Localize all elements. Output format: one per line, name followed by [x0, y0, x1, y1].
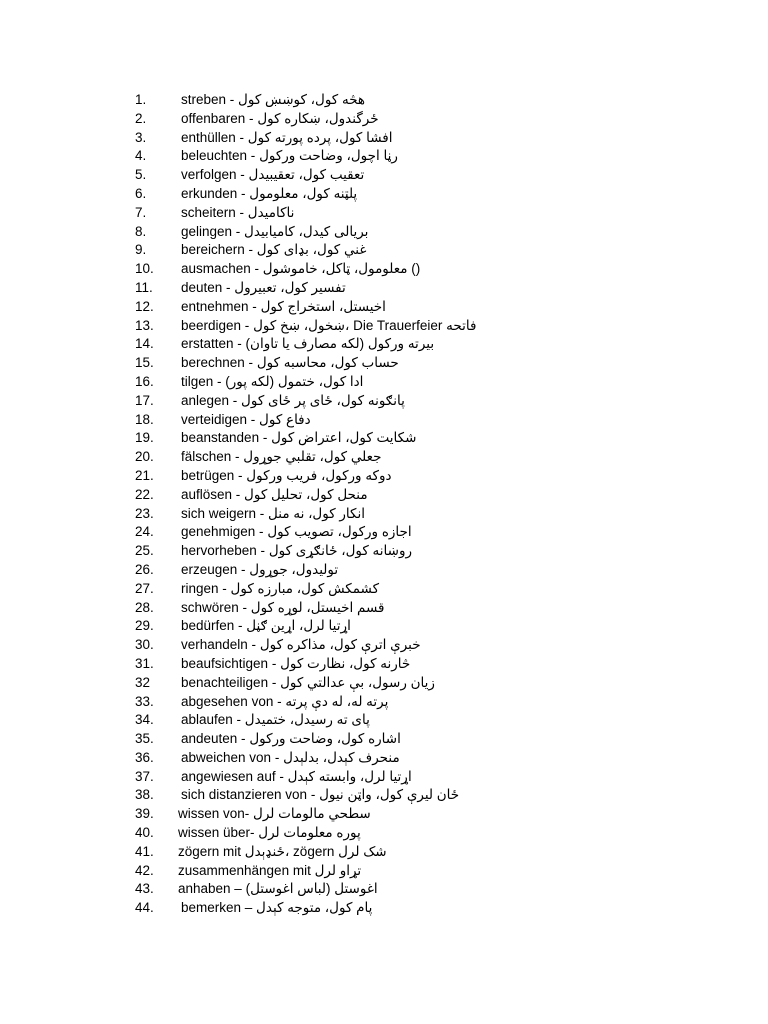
item-text: verfolgen - تعقیب کول، تعقیبیدل: [181, 167, 365, 183]
list-item: [0, 110, 768, 129]
item-text: abweichen von - منحرف کېدل، بدلېدل: [181, 749, 400, 765]
vocabulary-list: [0, 91, 768, 918]
list-item: [0, 279, 768, 298]
list-item: [0, 749, 768, 768]
item-number: 35.: [135, 731, 154, 747]
item-text: sich weigern - انکار کول، نه منل: [181, 505, 365, 521]
item-number: 14.: [135, 336, 154, 352]
item-number: 42.: [135, 862, 154, 878]
list-item: [0, 448, 768, 467]
item-text: fälschen - جعلي کول، تقلبي جوړول: [181, 449, 382, 465]
list-item: [0, 505, 768, 524]
list-item: [0, 899, 768, 918]
list-item: [0, 786, 768, 805]
item-text: offenbaren - ځرگندول، ښکاره کول: [181, 110, 379, 126]
list-item: [0, 599, 768, 618]
item-number: 43.: [135, 881, 154, 897]
item-text: hervorheben - روښانه کول، ځانګړی کول: [181, 543, 412, 559]
item-text: anlegen - پانګونه کول، ځای پر ځای کول: [181, 392, 405, 408]
item-number: 30.: [135, 637, 154, 653]
item-number: 10.: [135, 261, 154, 277]
item-text: deuten - تفسیر کول، تعبیرول: [181, 279, 346, 295]
item-text: auflösen - منحل کول، تحلیل کول: [181, 486, 368, 502]
item-text: wissen von- سطحي مالومات لرل: [178, 806, 371, 822]
list-item: [0, 674, 768, 693]
item-number: 34.: [135, 712, 154, 728]
list-item: [0, 467, 768, 486]
item-number: 28.: [135, 599, 154, 615]
list-item: [0, 617, 768, 636]
item-number: 23.: [135, 505, 154, 521]
item-text: sich distanzieren von - ځان لیرې کول، واټن نیول: [181, 787, 460, 803]
item-number: 44.: [135, 900, 154, 916]
list-item: [0, 411, 768, 430]
list-item: [0, 805, 768, 824]
list-item: [0, 693, 768, 712]
list-item: [0, 317, 768, 336]
item-text: bedürfen - اړتیا لرل، اړین ګڼل: [181, 618, 351, 634]
item-text: berechnen - حساب کول، محاسبه کول: [181, 355, 399, 371]
item-text: schwören - قسم اخیستل، لوړه کول: [181, 599, 385, 615]
item-text: erzeugen - تولیدول، جوړول: [181, 561, 339, 577]
item-number: 33.: [135, 693, 154, 709]
item-text: betrügen - دوکه ورکول، فریب ورکول: [181, 467, 392, 483]
item-text: bereichern - غني کول، بډای کول: [181, 242, 367, 258]
item-number: 12.: [135, 298, 154, 314]
item-text: beaufsichtigen - څارنه کول، نظارت کول: [181, 655, 411, 671]
item-number: 1.: [135, 92, 147, 107]
list-item: [0, 730, 768, 749]
item-number: 37.: [135, 768, 154, 784]
list-item: [0, 147, 768, 166]
item-text: wissen über- پوره معلومات لرل: [178, 825, 361, 841]
list-item: [0, 354, 768, 373]
list-item: [0, 373, 768, 392]
list-item: [0, 185, 768, 204]
list-item: [0, 862, 768, 881]
item-number: 27.: [135, 580, 154, 596]
item-number: 7.: [135, 204, 147, 220]
item-text: zusammenhängen mit تړاو لرل: [178, 862, 362, 878]
list-item: [0, 636, 768, 655]
list-item: [0, 335, 768, 354]
list-item: [0, 429, 768, 448]
list-item: [0, 166, 768, 185]
item-text: bemerken – پام کول، متوجه کېدل: [181, 900, 373, 916]
item-text: zögern mit ځنډېدل، zögern شک لرل: [178, 843, 387, 859]
item-number: 39.: [135, 806, 154, 822]
item-text: gelingen - بریالی کیدل، کامیابیدل: [181, 223, 369, 239]
list-item: [0, 204, 768, 223]
item-text: entnehmen - اخیستل، استخراج کول: [181, 298, 386, 314]
list-item: [0, 392, 768, 411]
item-number: 15.: [135, 355, 154, 371]
item-number: 13.: [135, 317, 154, 333]
item-text: streben - هڅه کول، کوښښ کول: [181, 92, 366, 107]
list-item: [0, 298, 768, 317]
list-item: [0, 260, 768, 279]
item-number: 6.: [135, 185, 147, 201]
item-number: 26.: [135, 561, 154, 577]
item-text: ringen - کشمکش کول، مبارزه کول: [181, 580, 380, 596]
item-text: verhandeln - خبرې اترې کول، مذاکره کول: [181, 637, 421, 653]
item-number: 16.: [135, 373, 154, 389]
list-item: [0, 129, 768, 148]
list-item: [0, 880, 768, 899]
item-number: 9.: [135, 242, 147, 258]
item-number: 22.: [135, 486, 154, 502]
list-item: [0, 486, 768, 505]
item-number: 8.: [135, 223, 147, 239]
item-text: angewiesen auf - اړتیا لرل، وابسته کېدل: [181, 768, 412, 784]
item-text: scheitern - ناکامیدل: [181, 204, 295, 220]
item-number: 11.: [135, 279, 153, 295]
item-number: 24.: [135, 524, 154, 540]
list-item: [0, 91, 768, 110]
item-number: 17.: [135, 392, 154, 408]
item-text: abgesehen von - پرته له، له دې پرته: [181, 693, 389, 709]
item-number: 31.: [135, 655, 154, 671]
list-item: [0, 561, 768, 580]
list-item: [0, 241, 768, 260]
item-number: 19.: [135, 430, 154, 446]
item-number: 40.: [135, 825, 154, 841]
item-number: 2.: [135, 110, 147, 126]
item-text: andeuten - اشاره کول، وضاحت ورکول: [181, 731, 401, 747]
item-number: 20.: [135, 449, 154, 465]
list-item: [0, 824, 768, 843]
item-number: 4.: [135, 148, 147, 164]
item-number: 18.: [135, 411, 154, 427]
item-text: tilgen - ادا کول، ختمول (لکه پور): [181, 373, 364, 389]
item-text: verteidigen - دفاع کول: [181, 411, 311, 427]
item-text: genehmigen - اجازه ورکول، تصویب کول: [181, 524, 412, 540]
list-item: [0, 580, 768, 599]
item-number: 5.: [135, 167, 147, 183]
list-item: [0, 542, 768, 561]
item-text: beanstanden - شکایت کول، اعتراض کول: [181, 430, 417, 446]
list-item: [0, 523, 768, 542]
item-number: 36.: [135, 749, 154, 765]
item-text: anhaben – اغوستل (لباس اغوستل): [178, 881, 378, 897]
item-number: 32: [135, 674, 151, 690]
item-number: 38.: [135, 787, 154, 803]
list-item: [0, 223, 768, 242]
item-text: beerdigen - ښخول، ښخ کول، Die Trauerfeier فاتحه: [181, 317, 477, 333]
item-number: 25.: [135, 543, 154, 559]
item-number: 41.: [135, 843, 154, 859]
list-item: [0, 768, 768, 787]
item-text: erkunden - پلټنه کول، معلومول: [181, 185, 358, 201]
item-text: enthüllen - افشا کول، پرده پورته کول: [181, 129, 393, 145]
item-text: ablaufen - پای ته رسیدل، ختمیدل: [181, 712, 370, 728]
list-item: [0, 843, 768, 862]
item-text: erstatten - بیرته ورکول (لکه مصارف یا تاوان): [181, 336, 435, 352]
list-item: [0, 655, 768, 674]
item-text: ausmachen - معلومول، ټاکل، خاموشول (): [181, 261, 421, 277]
list-item: [0, 711, 768, 730]
item-text: benachteiligen - زیان رسول، بې عدالتي کول: [181, 674, 435, 690]
item-text: beleuchten - رڼا اچول، وضاحت ورکول: [181, 148, 398, 164]
item-number: 3.: [135, 129, 147, 145]
item-number: 29.: [135, 618, 154, 634]
item-number: 21.: [135, 467, 154, 483]
